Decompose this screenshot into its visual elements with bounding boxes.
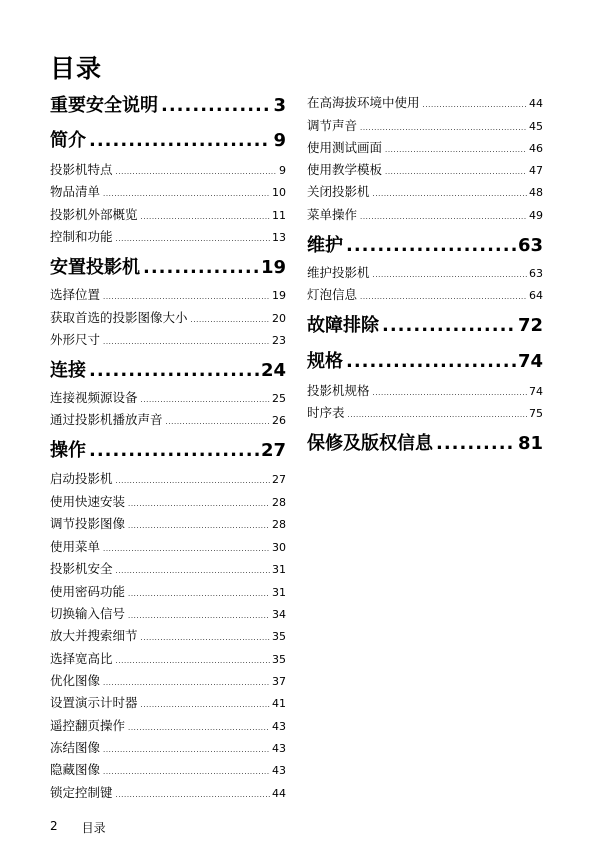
toc-section-entry[interactable] <box>307 381 543 400</box>
toc-section-entry[interactable] <box>50 182 286 201</box>
toc-entry-page: 72 <box>517 315 543 336</box>
toc-chapter-entry[interactable] <box>50 93 286 119</box>
toc-leader-dots <box>89 358 259 384</box>
toc-leader-dots <box>116 786 270 805</box>
toc-section-entry[interactable] <box>50 582 286 601</box>
toc-leader-dots <box>128 495 270 514</box>
toc-leader-dots <box>436 431 516 457</box>
toc-leader-dots <box>373 185 527 204</box>
toc-section-entry[interactable] <box>307 285 543 304</box>
toc-entry-label: 连接 <box>50 360 86 381</box>
toc-entry-page: 37 <box>272 675 286 688</box>
toc-entry-page: 63 <box>517 235 543 256</box>
toc-entry-page: 45 <box>529 120 543 133</box>
toc-chapter-entry[interactable] <box>50 358 286 384</box>
toc-leader-dots <box>116 652 270 671</box>
toc-section-entry[interactable] <box>50 160 286 179</box>
toc-section-entry[interactable] <box>50 469 286 488</box>
toc-section-entry[interactable] <box>50 693 286 712</box>
toc-section-entry[interactable] <box>50 285 286 304</box>
toc-leader-dots <box>423 96 527 115</box>
toc-entry-page: 35 <box>272 630 286 643</box>
toc-chapter-entry[interactable] <box>307 233 543 259</box>
toc-entry-page: 43 <box>272 720 286 733</box>
toc-entry-page: 63 <box>529 267 543 280</box>
toc-leader-dots <box>116 562 270 581</box>
toc-leader-dots <box>143 255 259 281</box>
toc-entry-page: 41 <box>272 697 286 710</box>
toc-entry-label: 外形尺寸 <box>50 332 101 347</box>
toc-leader-dots <box>373 266 527 285</box>
toc-chapter-entry[interactable] <box>50 438 286 464</box>
toc-entry-page: 9 <box>273 130 286 151</box>
toc-leader-dots <box>360 208 527 227</box>
toc-entry-label: 投影机外部概览 <box>50 207 138 222</box>
toc-section-entry[interactable] <box>50 559 286 578</box>
toc-leader-dots <box>360 119 527 138</box>
toc-section-entry[interactable] <box>307 403 543 422</box>
footer-page-number: 2 <box>50 819 58 833</box>
toc-entry-label: 规格 <box>307 351 343 372</box>
toc-entry-page: 49 <box>529 209 543 222</box>
toc-entry-label: 使用测试画面 <box>307 140 383 155</box>
toc-entry-label: 冻结图像 <box>50 740 101 755</box>
toc-leader-dots <box>141 696 270 715</box>
toc-entry-label: 选择宽高比 <box>50 651 113 666</box>
toc-leader-dots <box>116 230 270 249</box>
toc-entry-label: 操作 <box>50 440 86 461</box>
toc-entry-label: 保修及版权信息 <box>307 433 433 454</box>
toc-leader-dots <box>348 406 527 425</box>
toc-entry-page: 47 <box>529 164 543 177</box>
toc-entry-page: 28 <box>272 518 286 531</box>
toc-entry-label: 选择位置 <box>50 287 101 302</box>
toc-leader-dots <box>141 208 270 227</box>
toc-entry-label: 设置演示计时器 <box>50 695 138 710</box>
toc-chapter-entry[interactable] <box>307 313 543 339</box>
toc-entry-label: 调节声音 <box>307 118 358 133</box>
toc-entry-page: 10 <box>272 186 286 199</box>
toc-leader-dots <box>128 585 270 604</box>
toc-leader-dots <box>128 517 270 536</box>
toc-section-entry[interactable] <box>307 93 543 112</box>
toc-entry-label: 故障排除 <box>307 315 379 336</box>
toc-entry-label: 维护投影机 <box>307 265 370 280</box>
toc-leader-dots <box>346 233 516 259</box>
toc-section-entry[interactable] <box>307 160 543 179</box>
toc-leader-dots <box>116 472 270 491</box>
toc-entry-page: 27 <box>260 440 286 461</box>
toc-leader-dots <box>141 629 270 648</box>
toc-entry-page: 75 <box>529 407 543 420</box>
toc-entry-page: 74 <box>529 385 543 398</box>
toc-entry-label: 调节投影图像 <box>50 516 126 531</box>
toc-section-entry[interactable] <box>50 492 286 511</box>
toc-entry-page: 31 <box>272 586 286 599</box>
toc-entry-label: 时序表 <box>307 405 345 420</box>
toc-section-entry[interactable] <box>307 263 543 282</box>
toc-leader-dots <box>103 741 270 760</box>
toc-entry-page: 48 <box>529 186 543 199</box>
toc-section-entry[interactable] <box>50 649 286 668</box>
toc-entry-page: 30 <box>272 541 286 554</box>
toc-leader-dots <box>385 141 527 160</box>
page-title: 目录 <box>50 54 103 83</box>
toc-entry-page: 64 <box>529 289 543 302</box>
toc-leader-dots <box>360 288 527 307</box>
toc-entry-label: 在高海拔环境中使用 <box>307 95 420 110</box>
toc-entry-label: 关闭投影机 <box>307 184 370 199</box>
toc-entry-label: 控制和功能 <box>50 229 113 244</box>
toc-chapter-entry[interactable] <box>307 431 543 457</box>
toc-leader-dots <box>373 384 527 403</box>
toc-section-entry[interactable] <box>307 116 543 135</box>
toc-entry-page: 34 <box>272 608 286 621</box>
toc-section-entry[interactable] <box>50 760 286 779</box>
toc-entry-page: 46 <box>529 142 543 155</box>
toc-leader-dots <box>385 163 527 182</box>
toc-section-entry[interactable] <box>50 388 286 407</box>
toc-section-entry[interactable] <box>307 182 543 201</box>
toc-entry-page: 44 <box>272 787 286 800</box>
toc-chapter-entry[interactable] <box>50 128 286 154</box>
toc-chapter-entry[interactable] <box>307 349 543 375</box>
toc-entry-label: 获取首选的投影图像大小 <box>50 310 188 325</box>
toc-entry-label: 通过投影机播放声音 <box>50 412 163 427</box>
toc-entry-page: 19 <box>272 289 286 302</box>
toc-section-entry[interactable] <box>50 738 286 757</box>
toc-entry-page: 81 <box>517 433 543 454</box>
toc-leader-dots <box>166 413 270 432</box>
toc-entry-page: 35 <box>272 653 286 666</box>
toc-entry-label: 物品清单 <box>50 184 101 199</box>
toc-leader-dots <box>141 391 270 410</box>
toc-entry-page: 24 <box>260 360 286 381</box>
toc-leader-dots <box>346 349 516 375</box>
toc-entry-label: 使用快速安装 <box>50 494 126 509</box>
toc-entry-label: 维护 <box>307 235 343 256</box>
toc-entry-label: 使用教学模板 <box>307 162 383 177</box>
toc-entry-page: 20 <box>272 312 286 325</box>
toc-entry-page: 43 <box>272 742 286 755</box>
toc-entry-label: 优化图像 <box>50 673 101 688</box>
toc-section-entry[interactable] <box>50 537 286 556</box>
toc-entry-label: 启动投影机 <box>50 471 113 486</box>
toc-leader-dots <box>128 607 270 626</box>
toc-entry-page: 11 <box>272 209 286 222</box>
toc-section-entry[interactable] <box>50 205 286 224</box>
toc-leader-dots <box>128 719 270 738</box>
toc-entry-label: 遥控翻页操作 <box>50 718 126 733</box>
toc-leader-dots <box>103 540 270 559</box>
toc-entry-label: 投影机规格 <box>307 383 370 398</box>
toc-section-entry[interactable] <box>307 205 543 224</box>
toc-entry-label: 安置投影机 <box>50 257 140 278</box>
toc-section-entry[interactable] <box>50 410 286 429</box>
toc-entry-page: 19 <box>260 257 286 278</box>
toc-section-entry[interactable] <box>307 138 543 157</box>
toc-leader-dots <box>103 288 270 307</box>
toc-chapter-entry[interactable] <box>50 255 286 281</box>
toc-entry-page: 44 <box>529 97 543 110</box>
toc-leader-dots <box>382 313 516 339</box>
toc-entry-label: 投影机安全 <box>50 561 113 576</box>
toc-entry-label: 使用密码功能 <box>50 584 126 599</box>
toc-entry-page: 13 <box>272 231 286 244</box>
toc-entry-label: 放大并搜索细节 <box>50 628 138 643</box>
toc-entry-page: 74 <box>517 351 543 372</box>
page-footer <box>50 819 106 836</box>
toc-section-entry[interactable] <box>50 330 286 349</box>
toc-section-entry[interactable] <box>50 716 286 735</box>
toc-entry-page: 9 <box>279 164 286 177</box>
toc-entry-page: 31 <box>272 563 286 576</box>
toc-entry-page: 25 <box>272 392 286 405</box>
toc-section-entry[interactable] <box>50 671 286 690</box>
toc-leader-dots <box>161 93 271 119</box>
toc-leader-dots <box>103 185 270 204</box>
toc-section-entry[interactable] <box>50 227 286 246</box>
toc-entry-label: 重要安全说明 <box>50 95 158 116</box>
toc-leader-dots <box>89 128 271 154</box>
toc-entry-page: 27 <box>272 473 286 486</box>
toc-entry-label: 简介 <box>50 130 86 151</box>
toc-leader-dots <box>103 674 270 693</box>
toc-entry-label: 隐藏图像 <box>50 762 101 777</box>
toc-section-entry[interactable] <box>50 783 286 802</box>
toc-leader-dots <box>191 311 270 330</box>
toc-section-entry[interactable] <box>50 514 286 533</box>
toc-entry-page: 26 <box>272 414 286 427</box>
toc-section-entry[interactable] <box>50 626 286 645</box>
toc-leader-dots <box>89 438 259 464</box>
toc-entry-label: 切换输入信号 <box>50 606 126 621</box>
toc-entry-label: 菜单操作 <box>307 207 358 222</box>
toc-section-entry[interactable] <box>50 604 286 623</box>
toc-entry-label: 锁定控制键 <box>50 785 113 800</box>
toc-entry-page: 28 <box>272 496 286 509</box>
toc-entry-label: 灯泡信息 <box>307 287 358 302</box>
toc-entry-label: 使用菜单 <box>50 539 101 554</box>
toc-section-entry[interactable] <box>50 308 286 327</box>
toc-entry-page: 3 <box>273 95 286 116</box>
toc-leader-dots <box>116 163 277 182</box>
toc-entry-page: 23 <box>272 334 286 347</box>
footer-label: 目录 <box>81 821 106 835</box>
toc-entry-page: 43 <box>272 764 286 777</box>
toc-leader-dots <box>103 763 270 782</box>
toc-leader-dots <box>103 333 270 352</box>
toc-entry-label: 投影机特点 <box>50 162 113 177</box>
toc-entry-label: 连接视频源设备 <box>50 390 138 405</box>
